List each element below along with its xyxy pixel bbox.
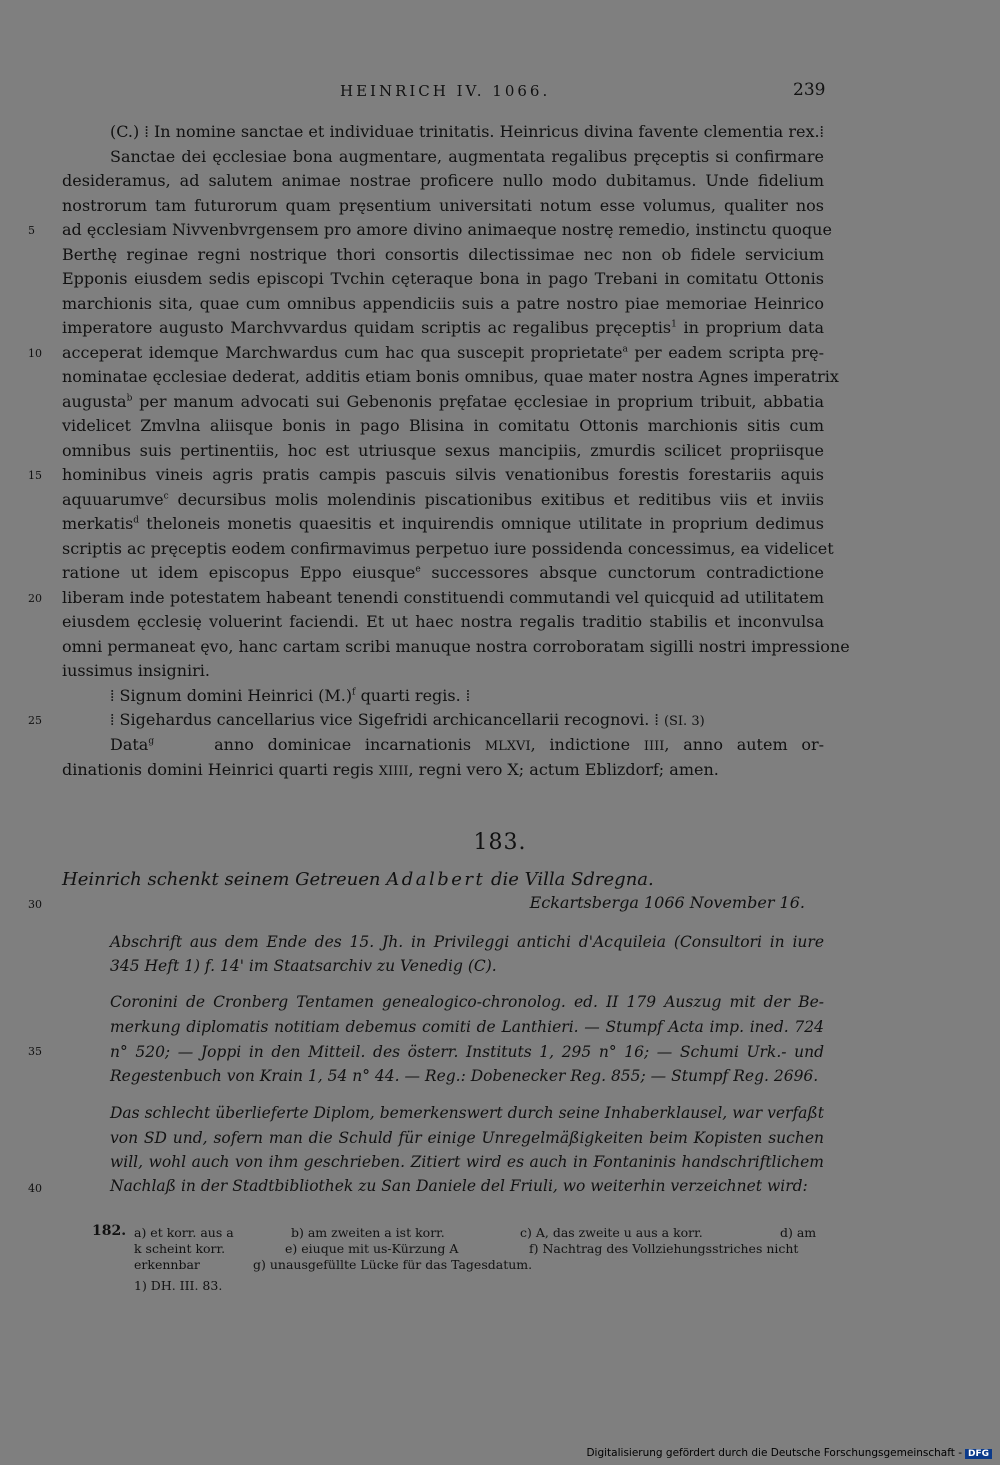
note-line: von SD und, sofern man die Schuld für einige Unregelmäßigkeiten beim Kopisten suchen (110, 1129, 824, 1147)
text-line (110, 735, 824, 757)
line-number: 30 (28, 898, 42, 911)
note-line: Regestenbuch von Krain 1, 54 n° 44. — Reg.: Dobenecker Reg. 855; — Stumpf Reg. 2696. (110, 1067, 819, 1085)
note-line: Nachlaß in der Stadtbibliothek zu San Daniele del Friuli, wo weiterhin verzeichnet wird: (110, 1177, 808, 1195)
text-segment: aquuarumve (62, 490, 164, 509)
text-line: videlicet Zmvlna aliisque bonis in pago Blisina in comitatu Ottonis marchionis sitis cum (62, 416, 824, 435)
text-line: eiusdem ęcclesię voluerint faciendi. Et ut haec nostra regalis traditio stabilis et inconvulsa (62, 612, 824, 631)
line-number: 25 (28, 714, 42, 727)
footnote-mark: d (133, 515, 140, 526)
note-line: Das schlecht überlieferte Diplom, bemerkenswert durch seine Inhaberklausel, war verfaßt (110, 1104, 824, 1122)
text-segment: in proprium data (683, 318, 824, 337)
note-line: Abschrift aus dem Ende des 15. Jh. in Privileggi antichi d'Acquileia (Consultori in iure (110, 933, 824, 951)
footnote: e) eiuque mit us-Kürzung A (285, 1241, 459, 1256)
document-title (62, 869, 654, 890)
footnote: k scheint korr. (134, 1241, 226, 1256)
text-line (62, 563, 824, 583)
text-line: marchionis sita, quae cum omnibus appendiciis suis a patre nostro piae memoriae Heinrico (62, 294, 824, 313)
text-segment: (SI. 3) (663, 714, 705, 729)
line-number: 10 (28, 347, 42, 360)
footnote-mark: 1 (671, 319, 677, 330)
footnote: b) am zweiten a ist korr. (291, 1225, 445, 1240)
text-line: Sanctae dei ęcclesiae bona augmentare, augmentata regalibus pręceptis si confirmare (110, 147, 824, 166)
text-segment: IIII (643, 739, 665, 754)
dfg-logo: DFG (965, 1449, 992, 1459)
note-line: Coronini de Cronberg Tentamen genealogico-chronolog. ed. II 179 Auszug mit der Be- (110, 993, 824, 1011)
line-number: 5 (28, 224, 35, 237)
text-line: ad ęcclesiam Nivvenbvrgensem pro amore divino animaeque nostrę remedio, instinctu quoque (62, 220, 832, 239)
text-segment: augusta (62, 392, 127, 411)
footnote-mark: g (148, 736, 155, 747)
footnote: erkennbar (134, 1257, 200, 1272)
text-line: omni permaneat ęvo, hanc cartam scribi manuque nostra corroboratam sigilli nostri impressione (62, 637, 850, 656)
note-line: will, wohl auch von ihm geschrieben. Zitiert wird es auch in Fontaninis handschriftlichem (110, 1153, 824, 1171)
text-line: Berthę reginae regni nostrique thori consortis dilectissimae nec non ob fidele servicium (62, 245, 824, 264)
text-line: (C.) ⁞ In nomine sanctae et individuae trinitatis. Heinricus divina favente clementia rex.⁞ (110, 122, 824, 141)
text-line (110, 686, 824, 706)
text-line (62, 760, 824, 782)
text-segment: XIIII (378, 764, 409, 779)
text-line (62, 490, 824, 510)
line-number: 40 (28, 1182, 42, 1195)
text-segment: ⁞ Sigehardus cancellarius vice Sigefridi archicancellarii recognovi. ⁞ (110, 710, 659, 729)
title-segment: die Villa Sdregna. (491, 869, 654, 890)
text-segment: , regni vero X; actum Eblizdorf; amen. (408, 760, 719, 779)
footnote-mark: c (163, 491, 169, 502)
footnote-mark: e (415, 564, 421, 575)
text-segment: imperatore augusto Marchvvardus quidam scriptis ac regalibus pręceptis (62, 318, 672, 337)
text-line (62, 318, 824, 338)
text-segment: per manum advocati sui Gebenonis pręfatae ęcclesiae in proprium tribuit, abbatia (139, 392, 824, 411)
line-number: 15 (28, 469, 42, 482)
text-segment: ratione ut idem episcopus Eppo eiusque (62, 563, 416, 582)
text-segment: ⁞ Signum domini Heinrici (M.) (110, 686, 353, 705)
text-line (62, 343, 824, 363)
text-segment: , anno autem or- (664, 735, 825, 754)
text-segment: Data (110, 735, 149, 754)
text-line: nominatae ęcclesiae dederat, additis etiam bonis omnibus, quae mater nostra Agnes imperatrix (62, 367, 839, 386)
credit-text: Digitalisierung gefördert durch die Deutsche Forschungsgemeinschaft - (586, 1447, 962, 1459)
text-line (110, 710, 824, 732)
text-segment: theloneis monetis quaesitis et inquirendis omnique utilitate in proprium dedimus (146, 514, 824, 533)
footnote-mark: b (126, 393, 133, 404)
line-number: 20 (28, 592, 42, 605)
footnote-ref: 182. (92, 1223, 127, 1239)
footnote: g) unausgefüllte Lücke für das Tagesdatum. (253, 1257, 533, 1272)
title-segment: Heinrich schenkt seinem Getreuen (62, 869, 381, 890)
text-segment: merkatis (62, 514, 134, 533)
footnote: c) A, das zweite u aus a korr. (520, 1225, 703, 1240)
line-number: 35 (28, 1045, 42, 1058)
text-segment: anno dominicae incarnationis (214, 735, 472, 754)
footnote: a) et korr. aus a (134, 1225, 234, 1240)
text-segment: successores absque cunctorum contradictione (431, 563, 825, 582)
note-line: n° 520; — Joppi in den Mitteil. des österr. Instituts 1, 295 n° 16; — Schumi Urk.- und (110, 1043, 824, 1061)
text-segment: acceperat idemque Marchwardus cum hac qua suscepit proprietate (62, 343, 623, 362)
running-head: HEINRICH IV. 1066. (340, 82, 551, 100)
text-line: iussimus insigniri. (62, 661, 210, 680)
text-segment: dinationis domini Heinrici quarti regis (62, 760, 374, 779)
page-number: 239 (793, 80, 826, 100)
document-place-date: Eckartsberga 1066 November 16. (529, 893, 805, 912)
text-segment: quarti regis. ⁞ (360, 686, 471, 705)
footnote: f) Nachtrag des Vollziehungsstriches nicht (529, 1241, 799, 1256)
text-line: nostrorum tam futurorum quam pręsentium universitati notum esse volumus, qualiter nos (62, 196, 824, 215)
text-segment: per eadem scripta prę- (634, 343, 825, 362)
title-name: Adalbert (386, 869, 486, 890)
text-line (62, 392, 824, 412)
document-number: 183. (473, 830, 527, 855)
text-segment: MLXVI (484, 739, 531, 754)
footnote-mark: f (352, 687, 356, 698)
text-line: scriptis ac pręceptis eodem confirmavimus perpetuo iure possidenda concessimus, ea videlicet (62, 539, 834, 558)
footnote-mark: a (622, 344, 628, 355)
text-line (62, 514, 824, 534)
text-line: omnibus suis pertinentiis, hoc est utriusque sexus mancipiis, zmurdis scilicet propriisque (62, 441, 824, 460)
text-line: liberam inde potestatem habeant tenendi constituendi commutandi vel quicquid ad utilitatem (62, 588, 824, 607)
digitization-credit (586, 1447, 992, 1459)
text-line: hominibus vineis agris pratis campis pascuis silvis venationibus forestis forestariis aquis (62, 465, 824, 484)
note-line: merkung diplomatis notitiam debemus comiti de Lanthieri. — Stumpf Acta imp. ined. 724 (110, 1018, 824, 1036)
text-line: desideramus, ad salutem animae nostrae proficere nullo modo dubitamus. Unde fidelium (62, 171, 824, 190)
note-line: 345 Heft 1) f. 14' im Staatsarchiv zu Venedig (C). (110, 957, 497, 975)
text-segment: decursibus molis molendinis piscationibus exitibus et reditibus viis et inviis (177, 490, 824, 509)
text-segment: , indictione (530, 735, 631, 754)
footnote: d) am (780, 1225, 817, 1240)
text-line: Epponis eiusdem sedis episcopi Tvchin cęteraque bona in pago Trebani in comitatu Ottonis (62, 269, 824, 288)
footnote: 1) DH. III. 83. (134, 1278, 223, 1293)
